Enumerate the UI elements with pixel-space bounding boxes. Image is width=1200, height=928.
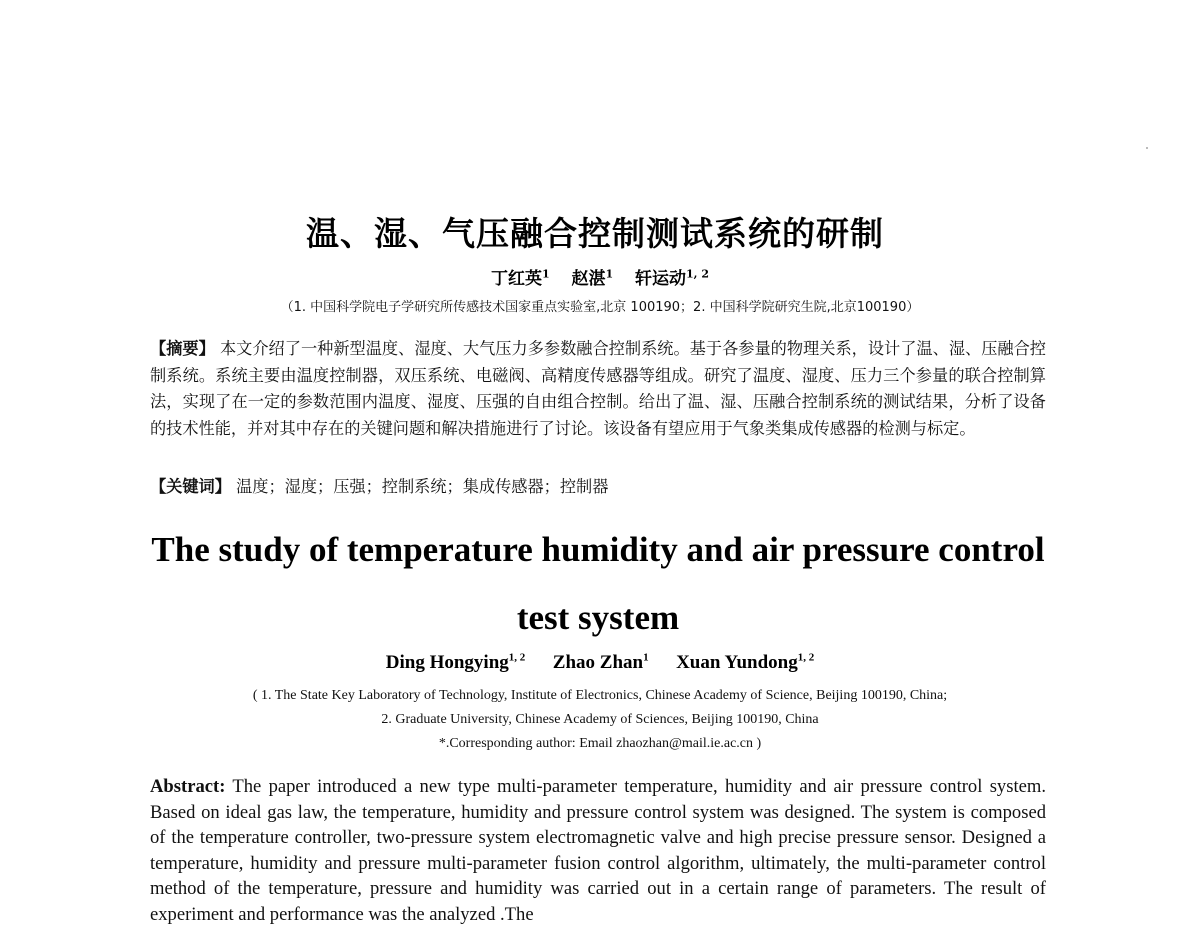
chinese-keywords: [150, 474, 1046, 500]
english-abstract: [150, 774, 1046, 928]
corresponding-author: *.Corresponding author: Email zhaozhan@mail.ie.ac.cn ): [438, 736, 762, 751]
english-title-line-2: test system: [516, 598, 680, 637]
author-name: 丁红英: [491, 269, 543, 289]
abstract-text: The paper introduced a new type multi-parameter temperature, humidity and air pressure control system. Based on ideal gas law, the temperature, humidity and pressure control system was designed. The system is composed of the temperature controller, two-pressure system electromagnetic valve and high precise pressure sensor. Designed a temperature, humidity and pressure multi-parameter fusion control algorithm, ultimately, the multi-parameter control method of the temperature, pressure and humidity was carried out in a certain range of parameters. The result of experiment and performance was the analyzed .The: [150, 776, 1046, 925]
author-affiliation-mark: 1, 2: [508, 651, 526, 664]
author-affiliation-mark: 1: [643, 651, 649, 664]
chinese-title: 温、湿、气压融合控制测试系统的研制: [306, 214, 884, 253]
english-affiliation-line-1: ( 1. The State Key Laboratory of Technology, Institute of Electronics, Chinese Academy of Science, Beijing 100190, China;: [252, 688, 948, 703]
author-name: Ding Hongying: [385, 652, 509, 673]
abstract-label: Abstract:: [150, 776, 226, 797]
chinese-authors: [0, 264, 1200, 289]
author-affiliation-mark: 1, 2: [797, 651, 815, 664]
author-name: 赵湛: [571, 269, 606, 289]
author-name: 轩运动: [635, 269, 687, 289]
english-affiliation-line-2: 2. Graduate University, Chinese Academy of Sciences, Beijing 100190, China: [381, 712, 819, 727]
author-affiliation-mark: 1, 2: [686, 267, 709, 281]
author-affiliation-mark: 1: [542, 267, 550, 281]
author-name: Zhao Zhan: [552, 652, 644, 673]
scan-speck: [1146, 147, 1148, 149]
chinese-abstract: [150, 336, 1046, 442]
abstract-text: 本文介绍了一种新型温度、湿度、大气压力多参数融合控制系统。基于各参量的物理关系，设计了温、湿、压融合控制系统。系统主要由温度控制器，双压系统、电磁阀、高精度传感器等组成。研究了温度、湿度、压力三个参量的联合控制算法，实现了在一定的参数范围内温度、湿度、压强的自由组合控制。给出了温、湿、压融合控制系统的测试结果，分析了设备的技术性能，并对其中存在的关键问题和解决措施进行了讨论。该设备有望应用于气象类集成传感器的检测与标定。: [150, 339, 1046, 438]
english-title-line-1: The study of temperature humidity and air pressure control: [151, 530, 1045, 569]
author-name: Xuan Yundong: [676, 652, 798, 673]
author-affiliation-mark: 1: [605, 267, 614, 281]
chinese-affiliation: （1. 中国科学院电子学研究所传感技术国家重点实验室,北京 100190；2. 中国科学院研究生院,北京100190）: [280, 300, 920, 315]
keywords-label: 【关键词】: [150, 477, 231, 496]
keywords-text: 温度；湿度；压强；控制系统；集成传感器；控制器: [236, 477, 609, 496]
english-authors: [0, 652, 1200, 674]
abstract-label: 【摘要】: [150, 339, 215, 358]
